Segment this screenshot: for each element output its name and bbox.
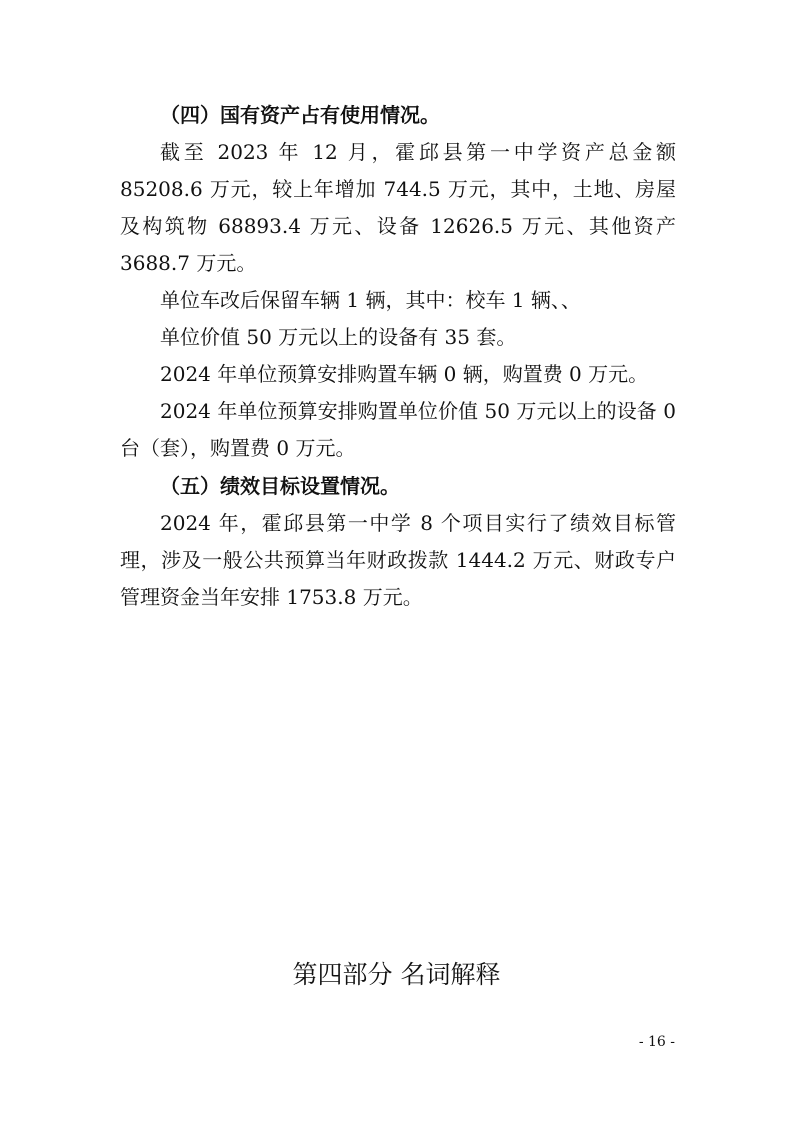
page-number: - 16 - — [638, 1034, 675, 1050]
page-content — [120, 96, 676, 616]
section-4-paragraph-vehicle-purchase: 2024 年单位预算安排购置车辆 0 辆，购置费 0 万元。 — [160, 362, 649, 386]
section-5-paragraph-performance: 2024 年，霍邱县第一中学 8 个项目实行了绩效目标管理，涉及一般公共预算当年财政拨款 1444.2 万元、财政专户管理资金当年安排 1753.8 万元。 — [120, 511, 676, 609]
section-4-heading: （四）国有资产占有使用情况。 — [160, 103, 440, 127]
section-5-heading: （五）绩效目标设置情况。 — [160, 474, 400, 498]
section-4-paragraph-vehicles: 单位车改后保留车辆 1 辆，其中：校车 1 辆、、 — [160, 288, 581, 312]
section-4-paragraph-assets: 截至 2023 年 12 月，霍邱县第一中学资产总金额 85208.6 万元，较上年增加 744.5 万元，其中，土地、房屋及构筑物 68893.4 万元、设备 12626.5 万元、其他资产 3688.7 万元。 — [120, 140, 676, 275]
section-4-paragraph-equipment-purchase: 2024 年单位预算安排购置单位价值 50 万元以上的设备 0 台（套），购置费 0 万元。 — [120, 399, 676, 460]
part-title: 第四部分 名词解释 — [292, 960, 501, 989]
section-4-paragraph-equipment: 单位价值 50 万元以上的设备有 35 套。 — [160, 325, 517, 349]
